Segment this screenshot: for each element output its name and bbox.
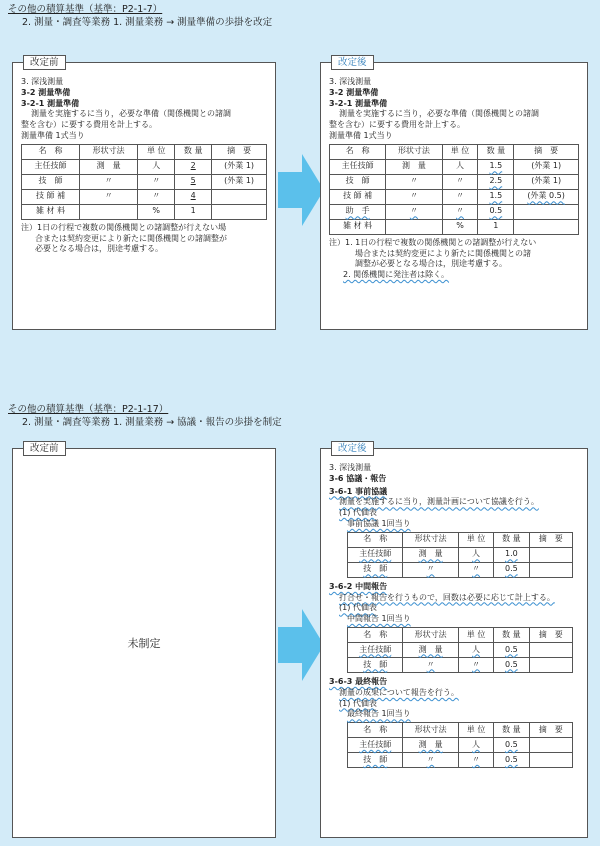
note-line: 調整が必要となる場合は，別途考慮する。: [355, 259, 507, 269]
cell: 人: [138, 159, 175, 174]
after-tag: 改定後: [331, 441, 374, 456]
col-header: 名 称: [22, 144, 80, 159]
cell-text: 測 量: [418, 549, 443, 559]
table-header-row: [330, 144, 579, 159]
col-header: 摘 要: [529, 532, 573, 547]
qty: 1.5: [489, 161, 503, 171]
qty: 1.5: [489, 191, 503, 201]
block-desc-text: 測量を実施するに当り，測量計画について協議を行う。: [339, 497, 539, 507]
col-header: 単 位: [442, 144, 478, 159]
cell: 測 量: [80, 159, 138, 174]
block2-table: [347, 627, 573, 673]
cell-text: 測 量: [418, 644, 443, 654]
cell: [386, 204, 442, 219]
note-line: [329, 270, 579, 281]
cell: [529, 738, 573, 753]
desc-line1: 測量を実施するに当り，必要な準備（関係機関との諸調: [31, 109, 231, 119]
block-sub-text: (1) 代価表: [339, 508, 377, 518]
cell: (外業 1): [212, 174, 267, 189]
table-row: [330, 219, 579, 234]
section2-header: [8, 404, 282, 430]
col-header: 摘 要: [529, 627, 573, 642]
cell: [403, 547, 458, 562]
col-header: 単 位: [458, 627, 493, 642]
cell: 〃: [442, 174, 478, 189]
table-row: [22, 174, 267, 189]
cell-text: 技 師: [363, 754, 388, 764]
col-header: 数 量: [494, 532, 529, 547]
cell: [175, 159, 212, 174]
section1-title: その他の積算基準（基準：P2-1-7）: [8, 4, 163, 15]
col-header: 摘 要: [529, 723, 573, 738]
table-row: [348, 642, 573, 657]
cell: [212, 204, 267, 219]
cell-text: 〃: [426, 659, 435, 669]
cell: 〃: [138, 174, 175, 189]
desc-line1: 測量を実施するに当り，必要な準備（関係機関との諸調: [339, 109, 539, 119]
section2-title: その他の積算基準（基準：P2-1-17）: [8, 404, 169, 415]
cell: [403, 753, 458, 768]
cell: [403, 738, 458, 753]
qty: 2.5: [489, 176, 503, 186]
cell: [348, 753, 403, 768]
cell-text: 人: [472, 739, 481, 749]
section1-header: [8, 4, 272, 30]
table-row: [330, 174, 579, 189]
table-header-row: [348, 532, 573, 547]
block-unit-text: 事前協議 1回当り: [347, 518, 411, 528]
heading-l3: 3-2-1 測量準備: [329, 98, 388, 108]
block-sub: [329, 508, 579, 519]
col-header: 単 位: [458, 723, 493, 738]
cell: [494, 657, 529, 672]
note-line: 必要となる場合は，別途考慮する。: [35, 244, 163, 254]
cell: 技 師 補: [330, 189, 386, 204]
cell-text: 測 量: [418, 739, 443, 749]
cell: (外業 1): [514, 174, 579, 189]
qty: 0.5: [489, 206, 503, 216]
qty: 4: [190, 191, 196, 201]
block-sub-text: (1) 代価表: [339, 698, 377, 708]
heading-l1: 3. 深浅測量: [21, 77, 64, 86]
cell: %: [442, 219, 478, 234]
cell: 主任技師: [330, 159, 386, 174]
block3-table: [347, 722, 573, 768]
table-header-row: [22, 144, 267, 159]
cell: 〃: [386, 174, 442, 189]
cell-text: 0.5: [504, 564, 518, 574]
cell-text: 人: [472, 644, 481, 654]
cell: [529, 547, 573, 562]
cell: [330, 204, 386, 219]
block-desc: [329, 497, 579, 508]
col-header: 形状寸法: [386, 144, 442, 159]
cell: 雑 材 料: [330, 219, 386, 234]
right-arrow-icon: [276, 150, 326, 230]
col-header: 単 位: [138, 144, 175, 159]
cell: [458, 642, 493, 657]
cell: 技 師: [22, 174, 80, 189]
cell: [458, 562, 493, 577]
col-header: 数 量: [478, 144, 514, 159]
col-header: 名 称: [348, 723, 403, 738]
cell: (外業 1): [212, 159, 267, 174]
cell: [80, 204, 138, 219]
cell: [529, 657, 573, 672]
cell-text: 技 師: [363, 659, 388, 669]
cell-text: 0.5: [504, 739, 518, 749]
heading-l2: 3-6 協議・報告: [329, 473, 387, 483]
col-header: 単 位: [458, 532, 493, 547]
block-unit-text: 中間報告 1回当り: [347, 614, 411, 624]
right-arrow-icon: [276, 605, 326, 685]
name: 助 手: [345, 206, 370, 216]
table-row: [22, 204, 267, 219]
block-desc: [329, 593, 579, 604]
block-unit: [329, 614, 579, 625]
cell: [494, 738, 529, 753]
cell: 1: [175, 204, 212, 219]
cell: 測 量: [386, 159, 442, 174]
col-header: 摘 要: [212, 144, 267, 159]
cell: 雑 材 料: [22, 204, 80, 219]
unit-line: 測量準備 1式当り: [21, 130, 85, 140]
cell: [514, 219, 579, 234]
col-header: 数 量: [175, 144, 212, 159]
table-header-row: [348, 627, 573, 642]
cell: [403, 562, 458, 577]
col-header: 名 称: [348, 627, 403, 642]
col-header: 形状寸法: [403, 723, 458, 738]
block-unit-text: 最終報告 1回当り: [347, 709, 411, 719]
block-sub: [329, 603, 579, 614]
cell: [478, 204, 514, 219]
cell: %: [138, 204, 175, 219]
section1-before-panel: [12, 57, 276, 330]
note-line: 合または契約変更により新たに関係機関との諸調整が: [35, 233, 227, 243]
block-heading: [329, 487, 579, 498]
table-row: [330, 189, 579, 204]
col-header: 形状寸法: [403, 532, 458, 547]
cell: [175, 189, 212, 204]
block-heading-text: 3-6-1 事前協議: [329, 486, 388, 496]
block-heading: [329, 677, 579, 688]
table-row: [330, 204, 579, 219]
cell-text: 0.5: [504, 659, 518, 669]
cell-text: 〃: [426, 564, 435, 574]
after-tag: 改定後: [331, 55, 374, 70]
heading-l2: 3-2 測量準備: [329, 87, 379, 97]
cell-text: 主任技師: [359, 644, 392, 654]
cell: [348, 657, 403, 672]
before-table: [21, 144, 267, 220]
table-row: [348, 657, 573, 672]
cell-text: 0.5: [504, 644, 518, 654]
block-heading-text: 3-6-2 中間報告: [329, 581, 388, 591]
block-sub-text: (1) 代価表: [339, 603, 377, 613]
unit: 〃: [456, 206, 464, 216]
table-row: [348, 753, 573, 768]
cell-text: 〃: [472, 659, 481, 669]
block-desc-text: 測量の成果について報告を行う。: [339, 687, 459, 697]
cell: [386, 219, 442, 234]
cell: [348, 562, 403, 577]
col-header: 名 称: [348, 532, 403, 547]
cell: [494, 547, 529, 562]
section1-after-panel: [320, 57, 588, 330]
cell: [514, 189, 579, 204]
section2-before-panel: [12, 443, 276, 838]
note-added: 2. 関係機関に発注者は除く。: [343, 270, 450, 280]
cell: [403, 642, 458, 657]
cell: [494, 753, 529, 768]
cell: [458, 753, 493, 768]
cell-text: 人: [472, 549, 481, 559]
block-desc: [329, 688, 579, 699]
section1-subtitle: 2. 測量・調査等業務 1. 測量業務 → 測量準備の歩掛を改定: [22, 16, 273, 28]
note-line: 注）1日の行程で複数の関係機関との諸調整が行えない場: [21, 222, 227, 232]
table-row: [330, 159, 579, 174]
cell: [175, 174, 212, 189]
cell: [478, 174, 514, 189]
cell: 主任技師: [22, 159, 80, 174]
cell: [494, 642, 529, 657]
col-header: 形状寸法: [403, 627, 458, 642]
cell-text: 技 師: [363, 564, 388, 574]
cell: [348, 738, 403, 753]
cell: 〃: [386, 189, 442, 204]
heading-l1: 3. 深浅測量: [329, 77, 372, 86]
cell-text: 1.0: [504, 549, 518, 559]
section2-after-panel: [320, 443, 588, 838]
block-heading-text: 3-6-3 最終報告: [329, 676, 388, 686]
table-row: [22, 189, 267, 204]
qty: 2: [190, 161, 196, 171]
block-unit: [329, 709, 579, 720]
note-line: 注）1. 1日の行程で複数の関係機関との諸調整が行えない: [329, 237, 537, 247]
block-unit: [329, 519, 579, 530]
cell-text: 主任技師: [359, 549, 392, 559]
block-desc-text: 打合せ・報告を行うもので，回数は必要に応じて計上する。: [339, 592, 555, 602]
block-sub: [329, 699, 579, 710]
cell: 〃: [442, 189, 478, 204]
cell: [442, 204, 478, 219]
cell: [478, 189, 514, 204]
cell: [529, 642, 573, 657]
table-row: [22, 159, 267, 174]
table-row: [348, 547, 573, 562]
col-header: 数 量: [494, 723, 529, 738]
cell-text: 主任技師: [359, 739, 392, 749]
remark: (外業 0.5): [527, 191, 565, 201]
cell: [478, 159, 514, 174]
block1-table: [347, 532, 573, 578]
spec: 〃: [409, 206, 418, 216]
cell-text: 〃: [472, 564, 481, 574]
cell: 技 師: [330, 174, 386, 189]
table-header-row: [348, 723, 573, 738]
before-tag: 改定前: [23, 441, 66, 456]
col-header: 形状寸法: [80, 144, 138, 159]
cell: [403, 657, 458, 672]
cell: [458, 547, 493, 562]
section2-subtitle: 2. 測量・調査等業務 1. 測量業務 → 協議・報告の歩掛を制定: [22, 416, 282, 428]
heading-l2: 3-2 測量準備: [21, 87, 71, 97]
cell: [458, 738, 493, 753]
col-header: 名 称: [330, 144, 386, 159]
cell: 人: [442, 159, 478, 174]
table-row: [348, 562, 573, 577]
cell: [348, 547, 403, 562]
block-heading: [329, 582, 579, 593]
desc-line2: 整を含む）に要する費用を計上する。: [21, 120, 157, 130]
not-established-label: 未制定: [127, 637, 161, 650]
after-table: [329, 144, 579, 235]
qty: 5: [190, 176, 196, 186]
desc-line2: 整を含む）に要する費用を計上する。: [329, 120, 465, 130]
unit-line: 測量準備 1式当り: [329, 130, 393, 140]
cell: [458, 657, 493, 672]
cell: 技 師 補: [22, 189, 80, 204]
cell: (外業 1): [514, 159, 579, 174]
cell: [514, 204, 579, 219]
cell: 〃: [80, 189, 138, 204]
cell: [212, 189, 267, 204]
heading-l3: 3-2-1 測量準備: [21, 98, 80, 108]
cell: [529, 562, 573, 577]
heading-l1: 3. 深浅測量: [329, 463, 372, 472]
note-line: 場合または契約変更により新たに関係機関との諸: [355, 248, 531, 258]
before-tag: 改定前: [23, 55, 66, 70]
cell-text: 0.5: [504, 754, 518, 764]
cell: [529, 753, 573, 768]
cell: 〃: [138, 189, 175, 204]
cell: [494, 562, 529, 577]
cell-text: 〃: [426, 754, 435, 764]
col-header: 数 量: [494, 627, 529, 642]
cell: 〃: [80, 174, 138, 189]
cell: 1: [478, 219, 514, 234]
col-header: 摘 要: [514, 144, 579, 159]
cell-text: 〃: [472, 754, 481, 764]
table-row: [348, 738, 573, 753]
cell: [348, 642, 403, 657]
